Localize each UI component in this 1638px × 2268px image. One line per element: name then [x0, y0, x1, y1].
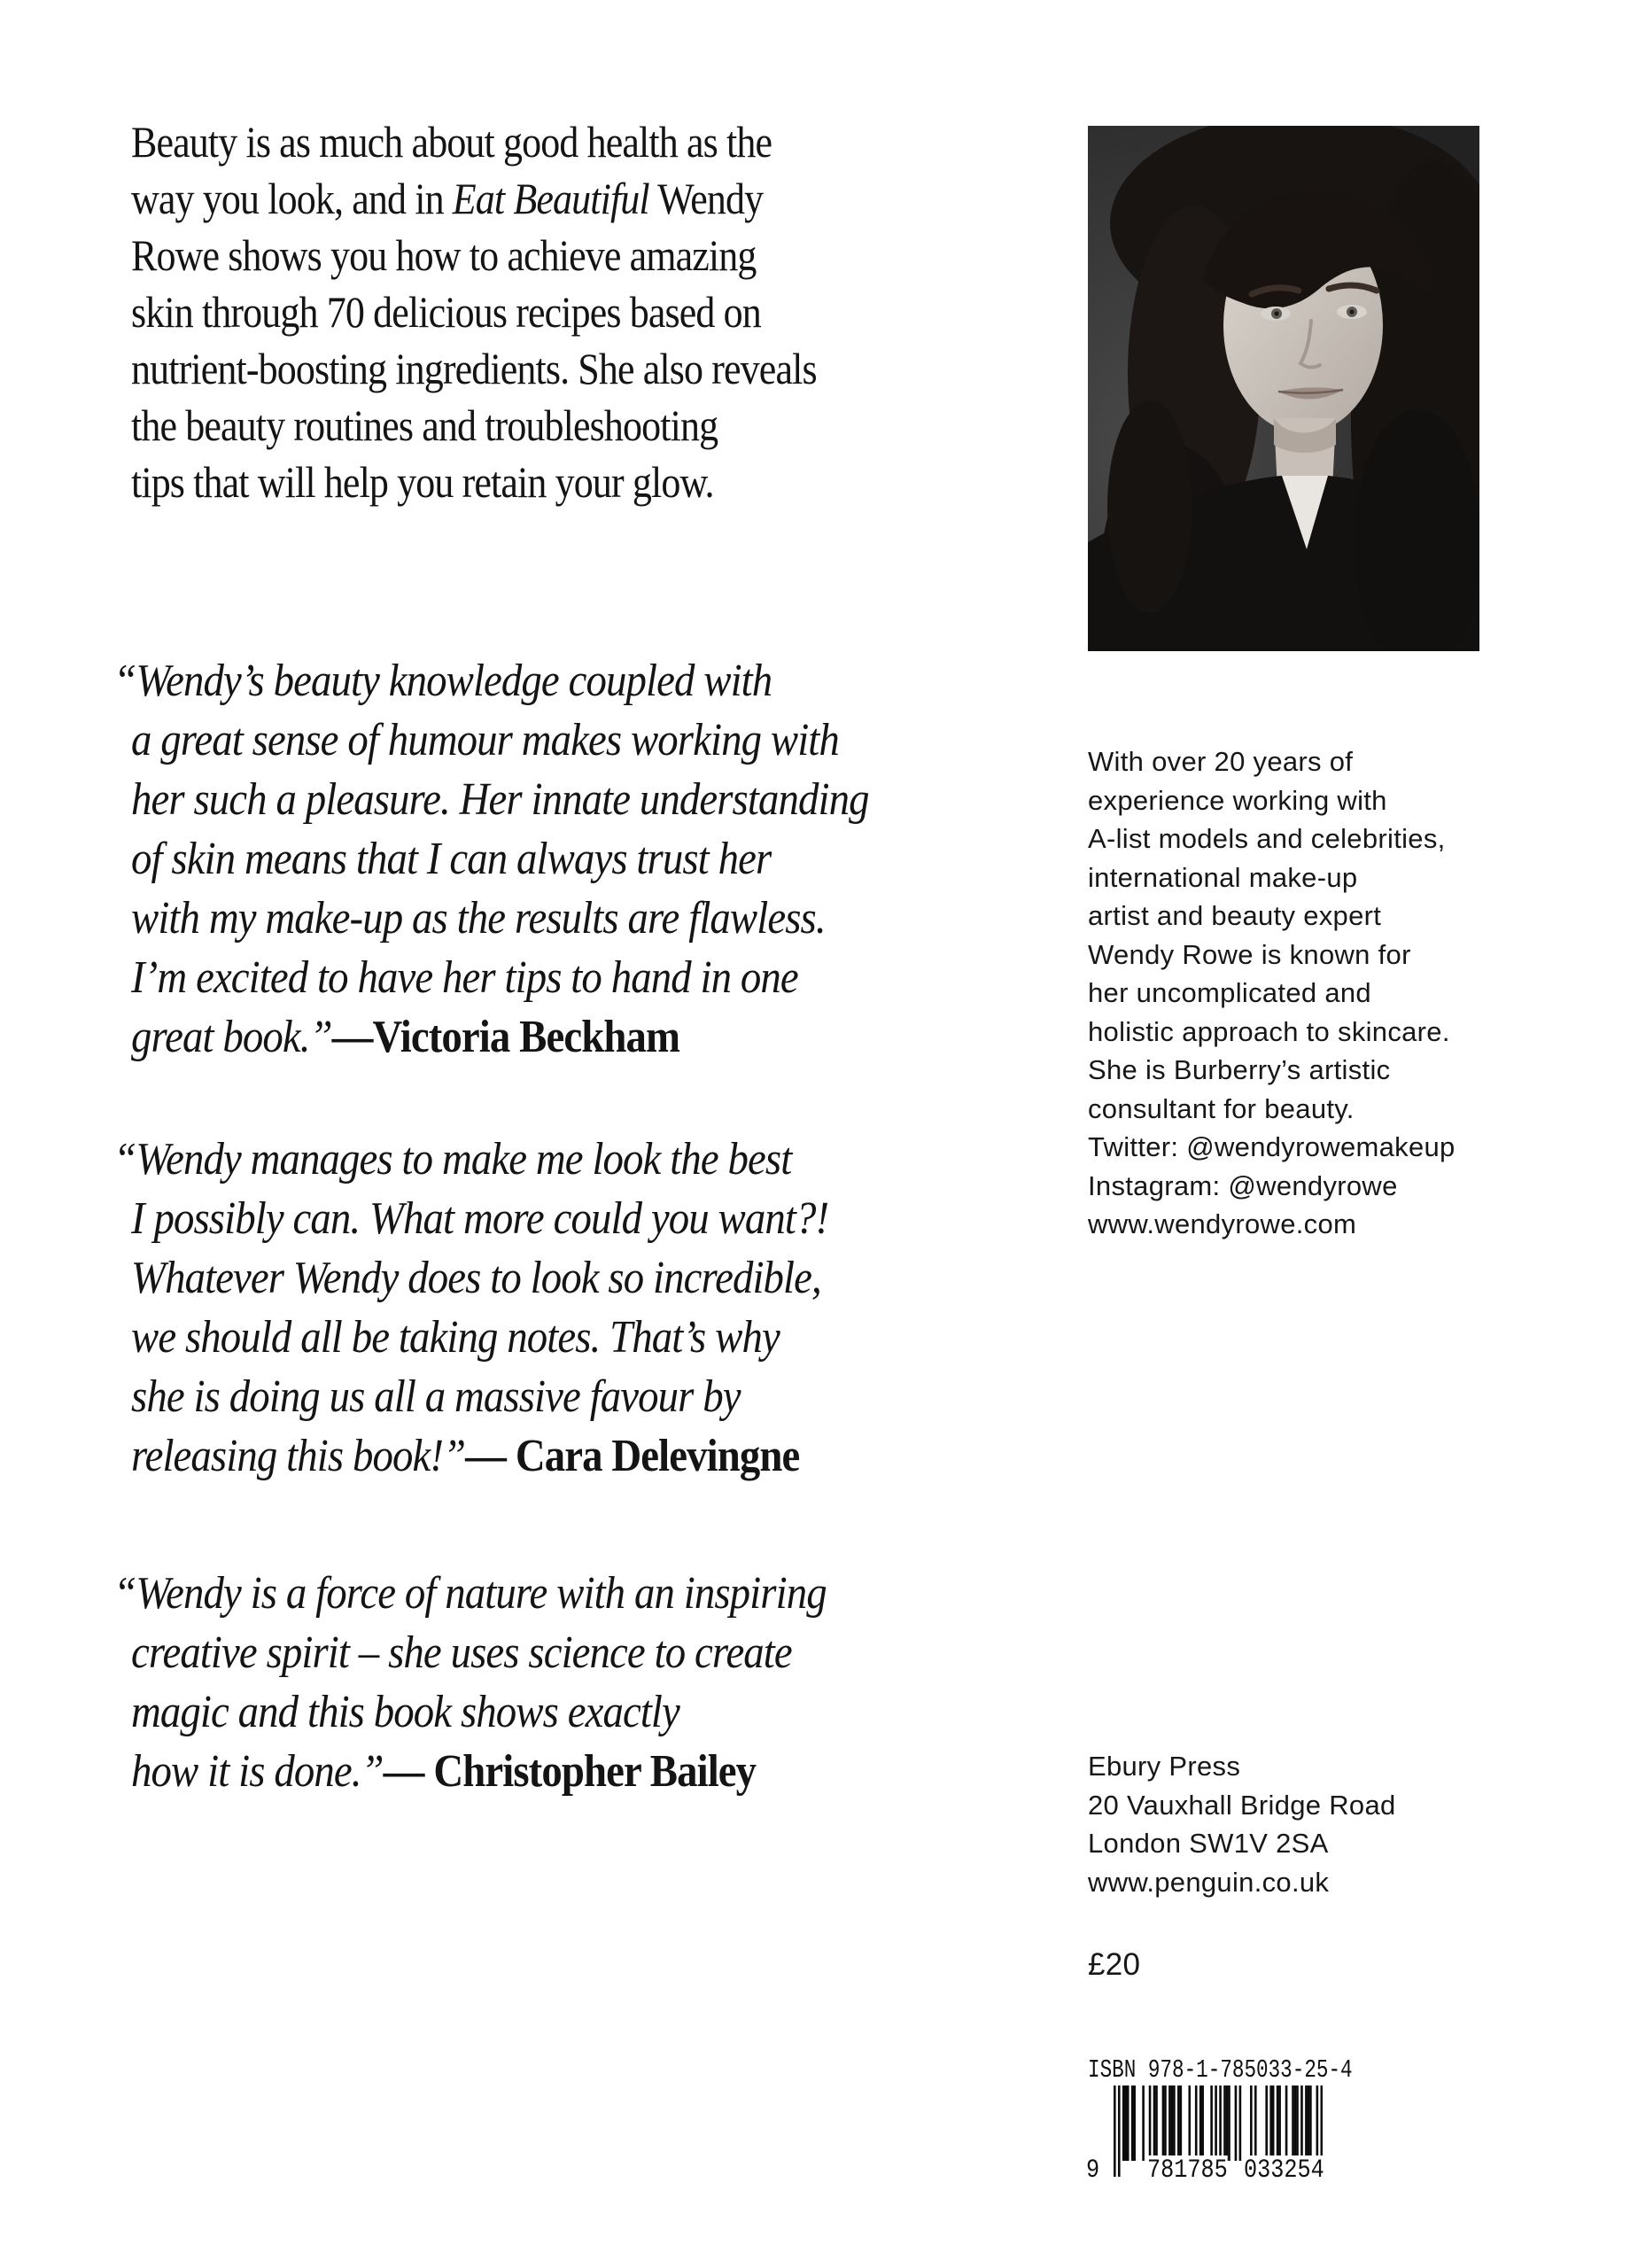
quote-line: creative spirit – she uses science to create: [131, 1627, 792, 1678]
bio-line: international make-up: [1088, 861, 1358, 893]
quote-christopher-bailey: [113, 1564, 1072, 1801]
bio-line: consultant for beauty.: [1088, 1092, 1355, 1124]
quote-cara-delevingne: [113, 1130, 1072, 1486]
bio-line: She is Burberry’s artistic: [1088, 1054, 1391, 1085]
bio-line: holistic approach to skincare.: [1088, 1015, 1450, 1047]
bio-line: A-list models and celebrities,: [1088, 823, 1446, 854]
publisher-info: [1088, 1747, 1396, 1901]
barcode-digits-right: 033254: [1244, 2155, 1324, 2186]
quote-line: magic and this book shows exactly: [131, 1687, 679, 1737]
em-dash: —: [331, 1012, 373, 1062]
publisher-address: 20 Vauxhall Bridge Road: [1088, 1789, 1396, 1821]
barcode-digits-left: 781785: [1147, 2155, 1228, 2186]
quote-line: “Wendy’s beauty knowledge coupled with: [113, 656, 772, 706]
quote-line: I possibly can. What more could you want?!: [131, 1193, 829, 1244]
bio-twitter: Twitter: @wendyrowemakeup: [1088, 1131, 1456, 1162]
quote-line: of skin means that I can always trust her: [131, 834, 772, 884]
attribution-name: Christopher Bailey: [433, 1746, 757, 1797]
publisher-website: www.penguin.co.uk: [1088, 1866, 1330, 1898]
barcode-digit-first: 9: [1086, 2155, 1100, 2186]
publisher-name: Ebury Press: [1088, 1751, 1241, 1782]
bio-line: With over 20 years of: [1088, 746, 1354, 777]
quote-line: I’m excited to have her tips to hand in one: [131, 952, 798, 1003]
bio-line: artist and beauty expert: [1088, 900, 1382, 931]
bio-website: www.wendyrowe.com: [1088, 1208, 1357, 1239]
portrait-of-wendy-rowe: [1088, 126, 1479, 651]
intro-line: the beauty routines and troubleshooting: [131, 400, 718, 450]
intro-line: skin through 70 delicious recipes based on: [131, 287, 761, 337]
bio-line: Wendy Rowe is known for: [1088, 938, 1411, 970]
publisher-address: London SW1V 2SA: [1088, 1828, 1329, 1859]
quote-attribution-line: releasing this book!”— Cara Delevingne: [131, 1431, 800, 1481]
quote-line: Whatever Wendy does to look so incredible,: [131, 1253, 821, 1303]
quote-line: she is doing us all a massive favour by: [131, 1371, 741, 1422]
quote-attribution-line: how it is done.”— Christopher Bailey: [131, 1746, 757, 1797]
attribution-name: Victoria Beckham: [372, 1012, 680, 1062]
intro-line: Beauty is as much about good health as the: [131, 117, 772, 167]
bio-instagram: Instagram: @wendyrowe: [1088, 1169, 1398, 1201]
book-title: Eat Beautiful: [452, 174, 649, 223]
quote-line: “Wendy is a force of nature with an inspiring: [113, 1568, 827, 1619]
quote-line: “Wendy manages to make me look the best: [113, 1134, 792, 1184]
bio-line: experience working with: [1088, 784, 1387, 816]
author-photo: [1088, 126, 1479, 651]
price: £20: [1088, 1947, 1141, 1982]
quote-attribution-line: great book.”—Victoria Beckham: [131, 1012, 680, 1062]
intro-line: tips that will help you retain your glow.: [131, 457, 714, 507]
quote-line: a great sense of humour makes working with: [131, 715, 839, 765]
em-dash: —: [465, 1431, 516, 1481]
intro-line: Rowe shows you how to achieve amazing: [131, 230, 757, 280]
quote-line: with my make-up as the results are flawless.: [131, 893, 826, 944]
bio-line: her uncomplicated and: [1088, 977, 1371, 1008]
isbn-label: ISBN 978-1-785033-25-4: [1088, 2055, 1353, 2085]
quote-line: we should all be taking notes. That’s why: [131, 1312, 780, 1363]
intro-paragraph: [131, 113, 1051, 510]
intro-line: nutrient-boosting ingredients. She also reveals: [131, 344, 817, 393]
em-dash: —: [383, 1746, 434, 1797]
quote-line: her such a pleasure. Her innate understanding: [131, 774, 869, 825]
attribution-name: Cara Delevingne: [515, 1431, 800, 1481]
author-bio: [1088, 742, 1456, 1244]
quote-victoria-beckham: [113, 651, 1072, 1067]
intro-line: way you look, and in Eat Beautiful Wendy: [131, 174, 764, 223]
